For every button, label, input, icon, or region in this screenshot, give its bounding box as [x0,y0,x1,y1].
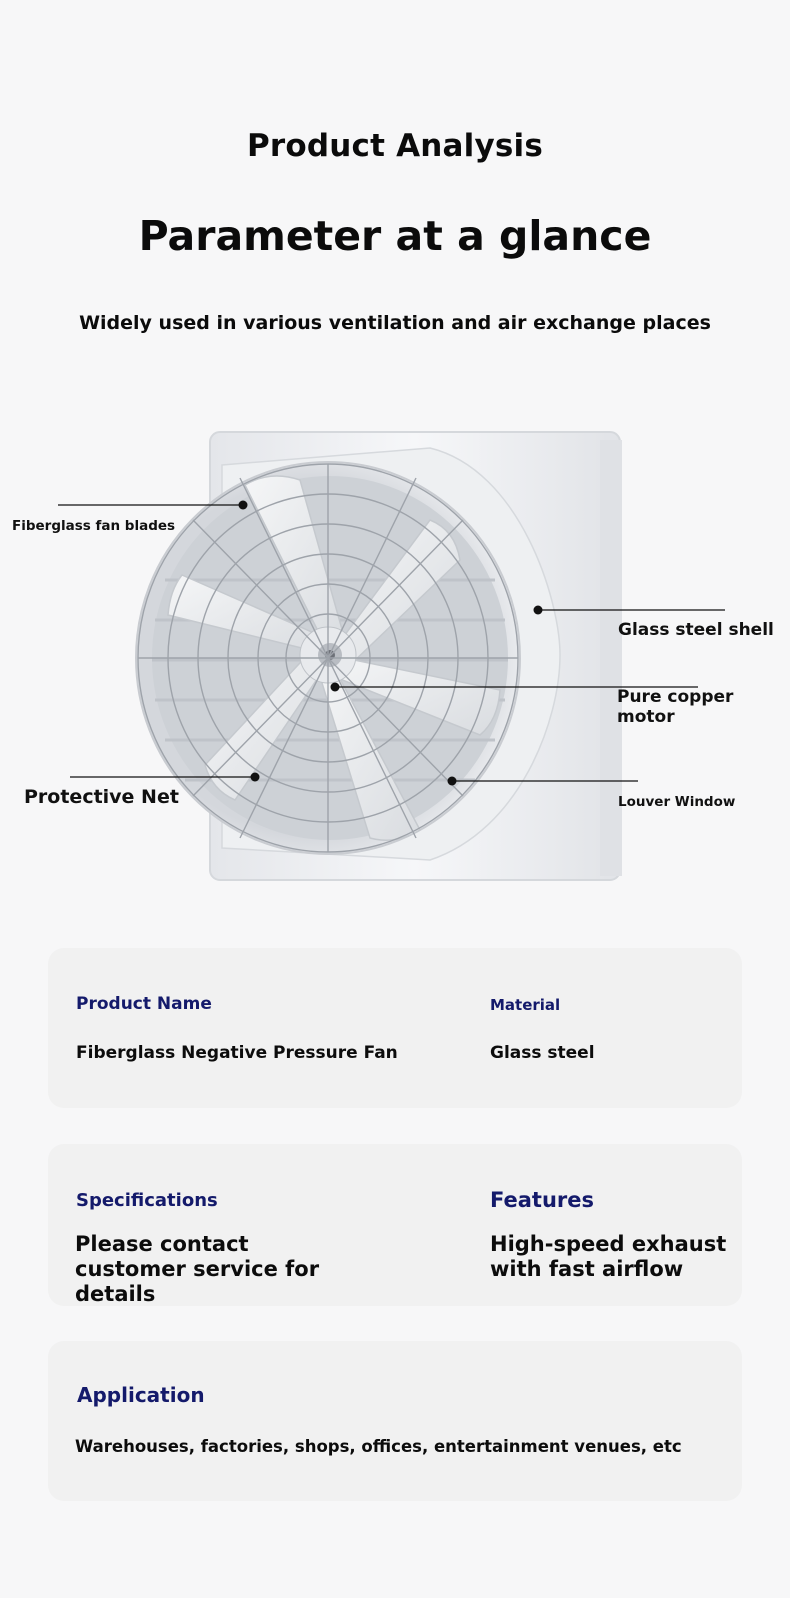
product-name-value: Fiberglass Negative Pressure Fan [76,1043,398,1063]
specifications-heading: Specifications [76,1190,218,1211]
card-specs-features [48,1144,742,1306]
features-heading: Features [490,1188,594,1212]
label-copper-motor: Pure copper motor [617,687,734,727]
application-value: Warehouses, factories, shops, offices, entertainment venues, etc [75,1437,682,1456]
fan-illustration [0,420,790,900]
application-heading: Application [77,1383,205,1407]
material-value: Glass steel [490,1043,595,1063]
label-glass-steel-shell: Glass steel shell [618,620,774,640]
card-product-info [48,948,742,1108]
label-fan-blades: Fiberglass fan blades [12,518,176,534]
material-heading: Material [490,996,561,1014]
page-subtitle: Widely used in various ventilation and air exchange places [79,312,711,334]
page-title: Product Analysis [246,128,544,164]
page-heading: Parameter at a glance [138,212,652,260]
specifications-value: Please contact customer service for details [75,1232,320,1307]
card-application [48,1341,742,1501]
features-value: High-speed exhaust with fast airflow [490,1232,727,1282]
protective-net [138,464,518,852]
product-name-heading: Product Name [76,994,212,1014]
label-louver-window: Louver Window [618,794,736,810]
label-protective-net: Protective Net [24,786,179,808]
